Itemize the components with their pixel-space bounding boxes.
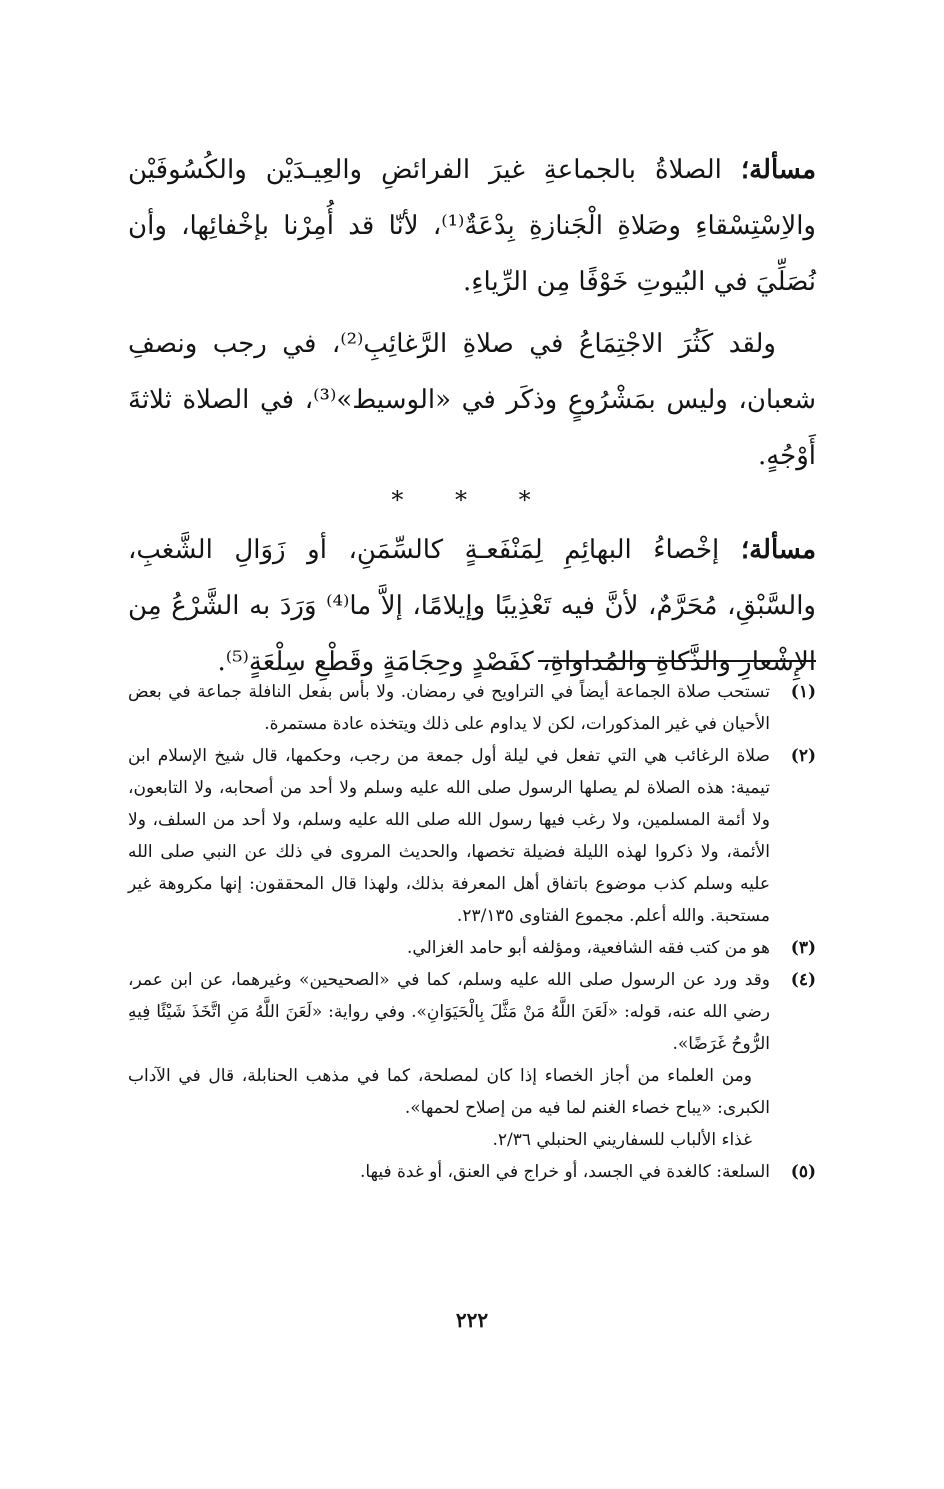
footnote-text: وقد ورد عن الرسول صلى الله عليه وسلم، كما في «الصحيحين» وغيرهما، عن ابن عمر، رضي الله عنه، قوله: «لَعَنَ اللَّهُ مَنْ مَثَّلَ بِالْحَيَوَانِ». وفي رواية: «لَعَنَ اللَّهُ مَنِ اتَّخَذَ شَيْئًا فِيهِ الرُّوحُ غَرَضًا». <box>128 970 770 1054</box>
paragraph-2: ولقد كَثُرَ الاجْتِمَاعُ في صلاةِ الرَّغائِبِ⁽²⁾، في رجب ونصفِ شعبان، وليس بمَشْرُوعٍ وذكَر في «الوسيط»⁽³⁾، في الصلاة ثلاثةَ أَوْجُهٍ. <box>128 329 817 471</box>
footnote-text: تستحب صلاة الجماعة أيضاً في التراويح في رمضان. ولا بأس بفعل النافلة جماعة في بعض الأحيان في غير المذكورات، لكن لا يداوم على ذلك ويتخذه عادة مستمرة. <box>128 682 770 734</box>
footnote-separator <box>538 660 816 662</box>
paragraph-1 <box>128 142 816 310</box>
footnote-text: هو من كتب فقه الشافعية، ومؤلفه أبو حامد الغزالي. <box>407 938 770 958</box>
footnote-number: (٤) <box>790 970 816 990</box>
paragraph-1-text: الصلاةُ بالجماعةِ غيرَ الفرائضِ والعِيـدَيْن والكُسُوفَيْن والاِسْتِسْقاءِ وصَلاةِ الْجَنازةِ بِدْعَةٌ⁽¹⁾، لأنّا قد أُمِرْنا بإخْفائِها، وأن نُصَلِّيَ في البُيوتِ خَوْفًا مِن الرِّياءِ. <box>128 155 816 297</box>
footnote-number: (٢) <box>790 746 816 766</box>
footnote-3 <box>128 932 816 964</box>
footnote-text: صلاة الرغائب هي التي تفعل في ليلة أول جمعة من رجب، وحكمها، قال شيخ الإسلام ابن تيمية: هذه الصلاة لم يصلها الرسول صلى الله عليه وسلم ولا أحد من أصحابه، ولا التابعون، ولا أئمة المسلمين، ولا رغب فيها رسول الله صلى الله عليه وسلم، ولا أحد من السلف، ولا الأئمة، ولا ذكروا لهذه الليلة فضيلة تخصها، والحديث المروى في ذلك عن النبي صلى الله عليه وسلم كذب موضوع باتفاق أهل المعرفة بذلك، ولهذا قال المحققون: إنها مكروهة غير مستحبة. والله أعلم. مجموع الفتاوى ٢٣/١٣٥. <box>128 746 771 926</box>
section-divider-stars: * * * <box>391 486 553 514</box>
paragraph-3 <box>128 522 816 690</box>
footnote-4 <box>128 964 816 1060</box>
footnote-2 <box>128 740 816 932</box>
footnote-4-source: غذاء الألباب للسفاريني الحنبلي ٢/٣٦. <box>492 1130 752 1150</box>
main-text <box>128 142 816 690</box>
footnote-5 <box>128 1156 816 1188</box>
page-number: ٢٢٢ <box>455 1308 489 1332</box>
footnotes <box>128 676 816 1188</box>
footnote-text: السلعة: كالغدة في الجسد، أو خراج في العنق، أو غدة فيها. <box>359 1162 770 1182</box>
footnote-number: (١) <box>790 682 816 702</box>
footnote-number: (٥) <box>790 1162 816 1182</box>
paragraph-3-text: إخْصاءُ البهائِمِ لِمَنْفَعـةٍ كالسِّمَنِ، أو زَوَالِ الشَّغبِ، والسَّبْقِ، مُحَرَّمٌ، لأنَّ فيه تَعْذِيبًا وإيلامًا، إلاَّ ما⁽⁴⁾ وَرَدَ به الشَّرْعُ مِن الإِشْعارِ والذَّكاةِ والمُداواةِ، كفَصْدٍ وحِجَامَةٍ وقَطْعِ سِلْعَةٍ⁽⁵⁾. <box>128 535 816 677</box>
footnote-4-continuation: ومن العلماء من أجاز الخصاء إذا كان لمصلحة، كما في مذهب الحنابلة، قال في الآداب الكبرى: «يباح خصاء الغنم لما فيه من إصلاح لحمها». <box>128 1066 770 1118</box>
footnote-1 <box>128 676 816 740</box>
issue-heading-2: مسألة؛ <box>740 535 816 565</box>
issue-heading-1: مسألة؛ <box>740 155 816 185</box>
footnote-number: (٣) <box>790 938 816 958</box>
